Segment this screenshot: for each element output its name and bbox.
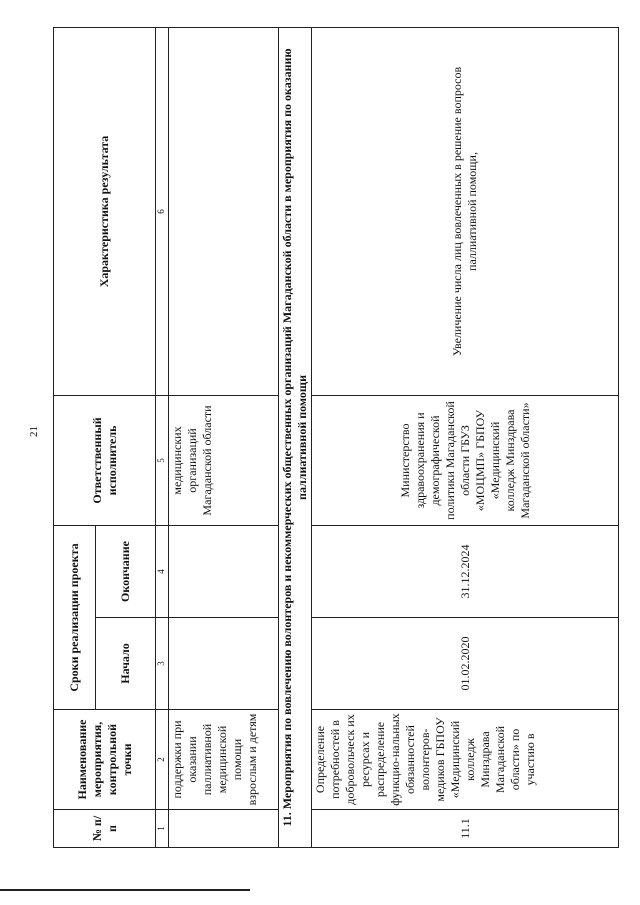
cell-num <box>169 810 279 848</box>
col-number: 4 <box>156 525 169 617</box>
cell-name: Определение потребностей в добровольческ их ресурсах и распределение функцио-нальных обязанностей волонтеров-медиков ГБПОУ «Медицинский колледж Минздрава Магаданской области» по участию в <box>312 710 619 810</box>
bottom-rule <box>0 889 250 891</box>
column-numbers-row <box>156 27 169 847</box>
cell-end <box>169 525 279 617</box>
cell-end: 31.12.2024 <box>312 525 619 617</box>
section-row <box>279 27 312 847</box>
header-period: Сроки реализации проекта <box>54 525 96 709</box>
cell-num: 11.1 <box>312 810 619 848</box>
header-result: Характеристика результата <box>54 27 156 395</box>
activities-table <box>53 27 619 848</box>
continued-row <box>169 27 279 847</box>
header-row <box>54 27 96 847</box>
cell-result <box>169 27 279 395</box>
table-row-11-1 <box>312 27 619 847</box>
page-number: 21 <box>28 426 40 437</box>
header-executor: Ответственный исполнитель <box>54 395 156 525</box>
section-title: 11. Мероприятия по вовлечению волонтеров и некоммерческих общественных организаций Магаданской области в мероприятия по оказанию паллиативной помощи <box>279 27 312 847</box>
rotated-table <box>53 28 619 848</box>
col-number: 1 <box>156 810 169 848</box>
header-name: Наименование мероприятия, контрольной точки <box>54 710 156 810</box>
col-number: 3 <box>156 618 169 710</box>
header-start: Начало <box>96 618 156 710</box>
cell-executor: медицинских организаций Магаданской области <box>169 395 279 525</box>
col-number: 5 <box>156 395 169 525</box>
cell-start <box>169 618 279 710</box>
col-number: 2 <box>156 710 169 810</box>
header-end: Окончание <box>96 525 156 617</box>
cell-name: поддержки при оказании паллиативной медицинской помощи взрослым и детям <box>169 710 279 810</box>
cell-start: 01.02.2020 <box>312 618 619 710</box>
cell-executor: Министерство здравоохранения и демографической политики Магаданской области ГБУЗ «МОЦМП» ГБПОУ «Медицинский колледж Минздрава Магаданской области» <box>312 395 619 525</box>
col-number: 6 <box>156 27 169 395</box>
header-num: № п/п <box>54 810 156 848</box>
cell-result: Увеличение числа лиц вовлеченных в решение вопросов паллиативной помощи, <box>312 27 619 395</box>
